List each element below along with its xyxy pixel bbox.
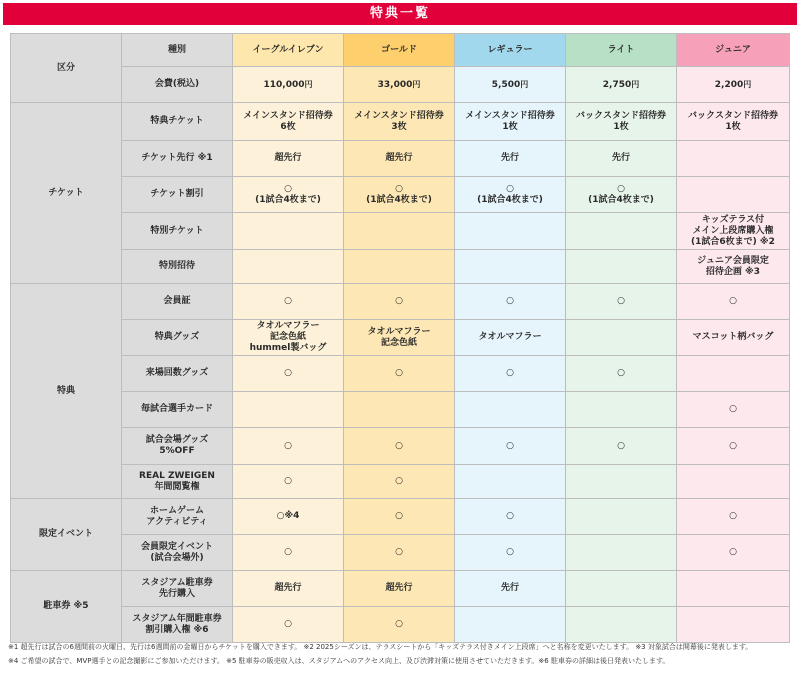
table-row <box>11 535 790 571</box>
yen-unit: 円 <box>412 79 421 89</box>
cell-text: ○ <box>395 368 403 378</box>
cell-benefit4-gold <box>344 392 455 428</box>
yen-unit: 円 <box>520 79 529 89</box>
cell-text: 記念色紙 <box>269 332 306 342</box>
cell-text: ○ <box>617 440 625 451</box>
cell-benefit6-gold <box>344 465 455 499</box>
cell-ticket5-lite <box>566 250 677 284</box>
row-label-ticket3: チケット割引 <box>122 177 233 213</box>
price-gold <box>344 67 455 103</box>
price-value: 2,200 <box>714 79 744 90</box>
cell-benefit6-eagle <box>233 465 344 499</box>
cell-text: メインスタンド招待券 <box>465 110 555 121</box>
cell-ticket3-eagle <box>233 177 344 213</box>
cell-ticket3-lite <box>566 177 677 213</box>
cell-text: 超先行 <box>385 583 413 593</box>
cell-text: 超先行 <box>385 153 413 163</box>
cell-ticket1-eagle <box>233 103 344 141</box>
cell-ticket5-jr <box>677 250 790 284</box>
cell-text: 3枚 <box>391 121 407 132</box>
cell-benefit5-eagle <box>233 428 344 465</box>
cell-text: ○ <box>729 440 737 451</box>
cell-text: 1枚 <box>725 121 741 132</box>
cell-text: (1試合4枚まで) <box>588 194 654 205</box>
cell-benefit3-eagle <box>233 356 344 392</box>
cell-ticket2-jr <box>677 141 790 177</box>
cell-text: 1枚 <box>502 121 518 132</box>
row-label-ticket2: チケット先行 ※1 <box>122 141 233 177</box>
group-label-ticket: チケット <box>11 103 122 284</box>
cell-text: ○ <box>506 547 514 557</box>
cell-ticket5-gold <box>344 250 455 284</box>
table-row <box>11 67 790 103</box>
cell-ticket1-reg <box>455 103 566 141</box>
cell-text: ○ <box>284 296 292 306</box>
table-row <box>11 213 790 250</box>
table-row <box>11 465 790 499</box>
cell-text: 超先行 <box>274 153 302 163</box>
cell-ticket4-gold <box>344 213 455 250</box>
cell-text: ○ <box>284 368 292 378</box>
cell-text: 6枚 <box>280 121 296 132</box>
cell-ticket3-gold <box>344 177 455 213</box>
cell-text: ○ <box>284 619 292 629</box>
cell-text: (1試合4枚まで) <box>255 194 321 205</box>
cell-text: ○※4 <box>276 511 300 521</box>
page-title: 特典一覧 <box>3 3 797 25</box>
cell-ticket2-reg <box>455 141 566 177</box>
cell-parking2-reg <box>455 607 566 643</box>
cell-text: メイン上段席購入権 <box>692 225 774 236</box>
table-row <box>11 177 790 213</box>
cell-event2-gold <box>344 535 455 571</box>
benefits-table <box>10 33 790 643</box>
cell-parking1-lite <box>566 571 677 607</box>
cell-text: ○ <box>395 440 403 451</box>
fee-label: 会費(税込) <box>122 67 233 103</box>
price-eagle <box>233 67 344 103</box>
group-label-parking: 駐車券 ※5 <box>11 571 122 643</box>
row-label-event1 <box>122 499 233 535</box>
cell-benefit1-gold <box>344 284 455 320</box>
plan-header-reg: レギュラー <box>455 34 566 67</box>
cell-text: 先行 <box>500 153 519 163</box>
plan-header-eagle: イーグルイレブン <box>233 34 344 67</box>
cell-benefit6-lite <box>566 465 677 499</box>
cell-text: タオルマフラー <box>367 326 431 337</box>
cell-parking1-eagle <box>233 571 344 607</box>
cell-text: タオルマフラー <box>478 332 542 342</box>
plan-header-gold: ゴールド <box>344 34 455 67</box>
cell-text: ○ <box>729 547 737 557</box>
cell-event1-reg <box>455 499 566 535</box>
cell-parking1-jr <box>677 571 790 607</box>
cell-ticket2-eagle <box>233 141 344 177</box>
cell-benefit3-lite <box>566 356 677 392</box>
cell-benefit5-gold <box>344 428 455 465</box>
table-row <box>11 284 790 320</box>
cell-text: (1試合4枚まで) <box>366 194 432 205</box>
cell-ticket1-lite <box>566 103 677 141</box>
price-jr <box>677 67 790 103</box>
cell-event2-reg <box>455 535 566 571</box>
cell-text: ○ <box>395 619 403 629</box>
cell-ticket2-lite <box>566 141 677 177</box>
cell-text: メインスタンド招待券 <box>243 110 333 121</box>
group-label-benefit: 特典 <box>11 284 122 499</box>
cell-benefit5-lite <box>566 428 677 465</box>
table-row <box>11 392 790 428</box>
cell-parking2-jr <box>677 607 790 643</box>
table-row <box>11 103 790 141</box>
table-row <box>11 141 790 177</box>
cell-text: ○ <box>284 476 292 486</box>
footnote-2: ※4 ご希望の試合で、MVP選手との記念撮影にご参加いただけます。 ※5 駐車券の販売収入は、スタジアムへのアクセス向上、及び渋滞対策に使用させていただきます。※6 駐車券の詳細は後日発表いたします。 <box>8 657 670 665</box>
row-label-benefit1: 会員証 <box>122 284 233 320</box>
cell-text: ○ <box>284 547 292 557</box>
table-row <box>11 571 790 607</box>
cell-text: ジュニア会員限定 <box>697 255 769 266</box>
row-label-benefit2: 特典グッズ <box>122 320 233 356</box>
row-label-line: 先行購入 <box>158 588 195 599</box>
cell-event1-jr <box>677 499 790 535</box>
cell-text: ○ <box>506 368 514 378</box>
cell-ticket3-reg <box>455 177 566 213</box>
table-row <box>11 250 790 284</box>
cell-benefit4-lite <box>566 392 677 428</box>
cell-benefit4-reg <box>455 392 566 428</box>
row-label-parking1 <box>122 571 233 607</box>
cell-ticket4-reg <box>455 213 566 250</box>
cell-benefit4-jr <box>677 392 790 428</box>
cell-text: ○ <box>395 476 403 486</box>
table-row <box>11 34 790 67</box>
cell-text: マスコット柄バッグ <box>692 332 774 342</box>
cell-text: 超先行 <box>274 583 302 593</box>
cell-text: ○ <box>729 511 737 521</box>
yen-unit: 円 <box>304 79 313 89</box>
row-label-line: 割引購入権 ※6 <box>145 624 209 635</box>
cell-parking2-gold <box>344 607 455 643</box>
cell-benefit3-gold <box>344 356 455 392</box>
row-label-ticket1: 特典チケット <box>122 103 233 141</box>
cell-text: 先行 <box>500 583 519 593</box>
price-value: 110,000 <box>263 79 305 90</box>
cell-parking2-lite <box>566 607 677 643</box>
cell-text: ○ <box>617 183 625 194</box>
cell-text: 1枚 <box>613 121 629 132</box>
table-row <box>11 320 790 356</box>
price-reg <box>455 67 566 103</box>
cell-text: ○ <box>617 296 625 306</box>
cell-benefit2-reg <box>455 320 566 356</box>
row-label-line: REAL ZWEIGEN <box>139 470 215 481</box>
cell-benefit2-gold <box>344 320 455 356</box>
cell-ticket4-lite <box>566 213 677 250</box>
cell-benefit5-reg <box>455 428 566 465</box>
cell-benefit1-lite <box>566 284 677 320</box>
cell-ticket1-jr <box>677 103 790 141</box>
cell-parking2-eagle <box>233 607 344 643</box>
cell-text: タオルマフラー <box>256 321 320 331</box>
price-value: 2,750 <box>602 79 632 90</box>
row-label-line: ホームゲーム <box>149 505 204 516</box>
cell-text: ○ <box>506 511 514 521</box>
table-row <box>11 499 790 535</box>
plan-header-lite: ライト <box>566 34 677 67</box>
cell-event1-eagle <box>233 499 344 535</box>
group-label-event: 限定イベント <box>11 499 122 571</box>
cell-ticket5-eagle <box>233 250 344 284</box>
row-label-line: スタジアム年間駐車券 <box>132 613 222 624</box>
cell-benefit3-jr <box>677 356 790 392</box>
cell-benefit2-jr <box>677 320 790 356</box>
cell-text: ○ <box>284 183 292 194</box>
cell-text: 記念色紙 <box>380 337 417 348</box>
table-row <box>11 428 790 465</box>
cell-event1-gold <box>344 499 455 535</box>
cell-text: ○ <box>395 183 403 194</box>
cell-parking1-gold <box>344 571 455 607</box>
price-value: 33,000 <box>377 79 413 90</box>
cell-benefit6-jr <box>677 465 790 499</box>
row-label-line: 年間閲覧権 <box>154 481 200 492</box>
cell-benefit2-eagle <box>233 320 344 356</box>
cell-text: ○ <box>617 368 625 378</box>
row-label-line: 5%OFF <box>159 446 195 456</box>
row-label-line: 試合会場グッズ <box>145 435 209 445</box>
plan-header-jr: ジュニア <box>677 34 790 67</box>
table-row <box>11 356 790 392</box>
cell-parking1-reg <box>455 571 566 607</box>
cell-ticket4-jr <box>677 213 790 250</box>
cell-event2-eagle <box>233 535 344 571</box>
cell-ticket1-gold <box>344 103 455 141</box>
cell-ticket2-gold <box>344 141 455 177</box>
cell-text: (1試合4枚まで) <box>477 194 543 205</box>
cell-ticket5-reg <box>455 250 566 284</box>
cell-text: (1試合6枚まで) ※2 <box>691 236 775 247</box>
row-label-parking2 <box>122 607 233 643</box>
cell-text: 招待企画 ※3 <box>705 266 761 277</box>
row-label-line: スタジアム駐車券 <box>141 577 213 588</box>
cell-ticket4-eagle <box>233 213 344 250</box>
row-label-benefit3: 来場回数グッズ <box>122 356 233 392</box>
yen-unit: 円 <box>631 79 640 89</box>
cell-text: 先行 <box>611 153 630 163</box>
cell-benefit2-lite <box>566 320 677 356</box>
row-label-ticket5: 特別招待 <box>122 250 233 284</box>
table-row <box>11 607 790 643</box>
cell-text: ○ <box>506 296 514 306</box>
cell-benefit3-reg <box>455 356 566 392</box>
footnote-1: ※1 超先行は試合の6週間前の火曜日、先行は6週間前の金曜日からチケットを購入できます。 ※2 2025シーズンは、テラスシートから「キッズテラス付きメイン上段席」へと名称を変更いたします。 ※3 対象試合は開幕後に発表します。 <box>8 643 753 651</box>
cell-text: バックスタンド招待券 <box>576 110 666 121</box>
cell-benefit1-eagle <box>233 284 344 320</box>
cell-text: ○ <box>395 296 403 306</box>
cell-text: メインスタンド招待券 <box>354 110 444 121</box>
cell-text: ○ <box>729 296 737 306</box>
cell-text: ○ <box>729 404 737 414</box>
cell-text: hummel製バッグ <box>249 343 327 353</box>
cell-text: ○ <box>506 183 514 194</box>
price-lite <box>566 67 677 103</box>
cell-text: バックスタンド招待券 <box>688 110 778 121</box>
cell-text: ○ <box>395 547 403 557</box>
row-label-event2 <box>122 535 233 571</box>
row-label-line: (試合会場外) <box>150 552 204 563</box>
row-label-line: 会員限定イベント <box>140 541 213 552</box>
cell-benefit5-jr <box>677 428 790 465</box>
price-value: 5,500 <box>491 79 521 90</box>
row-label-ticket4: 特別チケット <box>122 213 233 250</box>
cell-text: キッズテラス付 <box>701 214 765 225</box>
cell-benefit6-reg <box>455 465 566 499</box>
cell-benefit1-jr <box>677 284 790 320</box>
cell-ticket3-jr <box>677 177 790 213</box>
group-label-kubun: 区分 <box>11 34 122 103</box>
type-header: 種別 <box>122 34 233 67</box>
cell-text: ○ <box>284 440 292 451</box>
cell-text: ○ <box>395 511 403 521</box>
row-label-line: アクティビティ <box>146 516 208 527</box>
yen-unit: 円 <box>743 79 752 89</box>
row-label-benefit4: 毎試合選手カード <box>122 392 233 428</box>
cell-text: ○ <box>506 440 514 451</box>
cell-benefit1-reg <box>455 284 566 320</box>
cell-benefit4-eagle <box>233 392 344 428</box>
cell-event1-lite <box>566 499 677 535</box>
cell-event2-lite <box>566 535 677 571</box>
cell-event2-jr <box>677 535 790 571</box>
row-label-benefit6 <box>122 465 233 499</box>
row-label-benefit5 <box>122 428 233 465</box>
